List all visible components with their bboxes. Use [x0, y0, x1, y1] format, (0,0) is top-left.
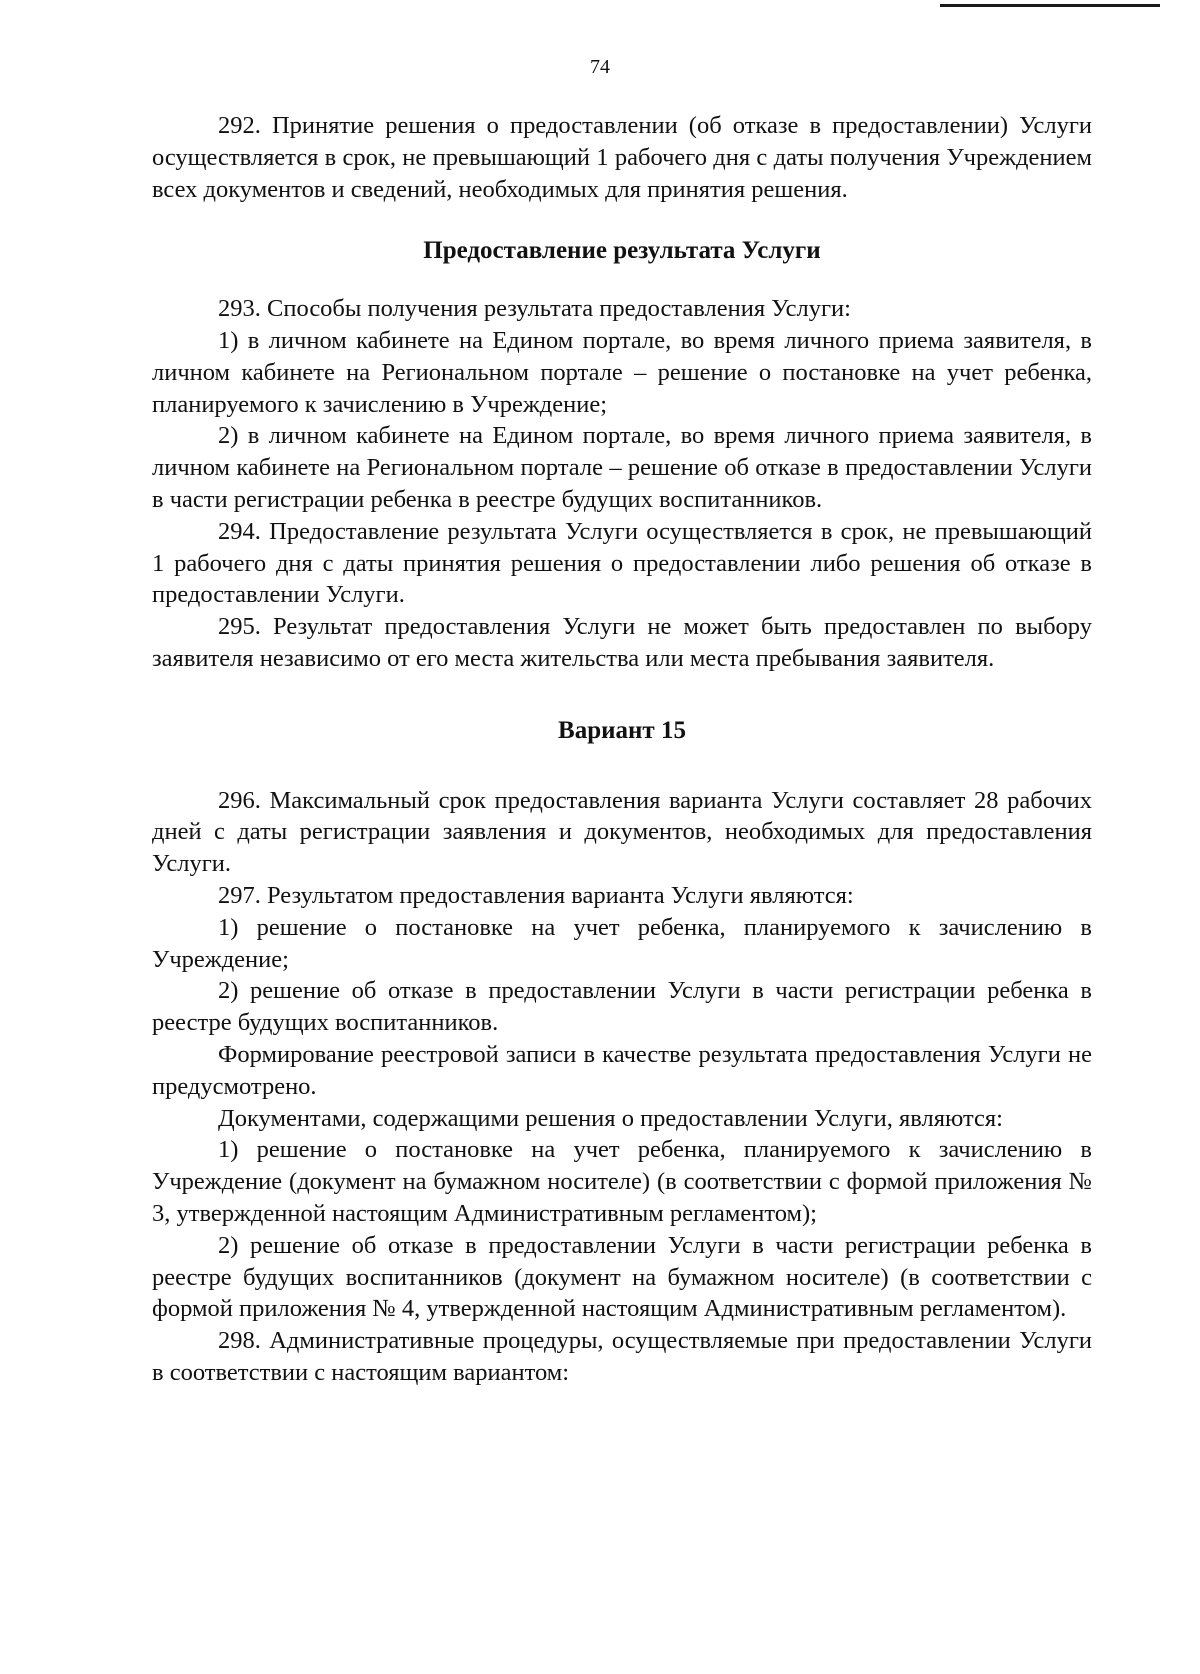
paragraph-293: 293. Способы получения результата предоставления Услуги:: [218, 295, 851, 323]
section-heading-result: Предоставление результата Услуги: [423, 237, 821, 265]
paragraph-296: 296. Максимальный срок предоставления варианта Услуги составляет 28 рабочих дней с даты регистрации заявления и документов, необходимых для предоставления Услуги.: [152, 786, 1092, 878]
paragraph-292: 292. Принятие решения о предоставлении (об отказе в предоставлении) Услуги осуществляется в срок, не превышающий 1 рабочего дня с даты получения Учреждением всех документов и сведений, необходимых для принятия решения.: [152, 112, 1092, 203]
list-item-documents-1: 1) решение о постановке на учет ребенка, планируемого к зачислению в Учреждение (документ на бумажном носителе) (в соответствии с формой приложения № 3, утвержденной настоящим Административным регламентом);: [152, 1136, 1092, 1227]
top-rule-line: [940, 4, 1160, 7]
document-body: [152, 110, 1092, 1389]
page-number: 74: [590, 56, 610, 78]
section-heading-variant-15: Вариант 15: [558, 716, 686, 744]
list-item-293-2: 2) в личном кабинете на Едином портале, во время личного приема заявителя, в личном кабинете на Региональном портале – решение об отказе в предоставлении Услуги в части регистрации ребенка в реестре будущих воспитанников.: [152, 422, 1092, 513]
list-item-297-1: 1) решение о постановке на учет ребенка, планируемого к зачислению в Учреждение;: [152, 913, 1092, 973]
paragraph-registry-record: Формирование реестровой записи в качестве результата предоставления Услуги не предусмотрено.: [152, 1040, 1092, 1100]
paragraph-294: 294. Предоставление результата Услуги осуществляется в срок, не превышающий 1 рабочего дня с даты принятия решения о предоставлении либо решения об отказе в предоставлении Услуги.: [152, 517, 1092, 609]
paragraph-297: 297. Результатом предоставления варианта Услуги являются:: [218, 881, 854, 909]
paragraph-298: 298. Административные процедуры, осуществляемые при предоставлении Услуги в соответствии с настоящим вариантом:: [152, 1327, 1092, 1386]
list-item-293-1: 1) в личном кабинете на Едином портале, во время личного приема заявителя, в личном кабинете на Региональном портале – решение о постановке на учет ребенка, планируемого к зачислению в Учреждение;: [152, 326, 1092, 418]
list-item-documents-2: 2) решение об отказе в предоставлении Услуги в части регистрации ребенка в реестре будущих воспитанников (документ на бумажном носителе) (в соответствии с формой приложения № 4, утвержденной настоящим Административным регламентом).: [152, 1231, 1092, 1323]
paragraph-decision-documents: Документами, содержащими решения о предоставлении Услуги, являются:: [218, 1104, 1003, 1132]
list-item-297-2: 2) решение об отказе в предоставлении Услуги в части регистрации ребенка в реестре будущих воспитанников.: [152, 977, 1092, 1037]
paragraph-295: 295. Результат предоставления Услуги не может быть предоставлен по выбору заявителя независимо от его места жительства или места пребывания заявителя.: [152, 613, 1092, 672]
